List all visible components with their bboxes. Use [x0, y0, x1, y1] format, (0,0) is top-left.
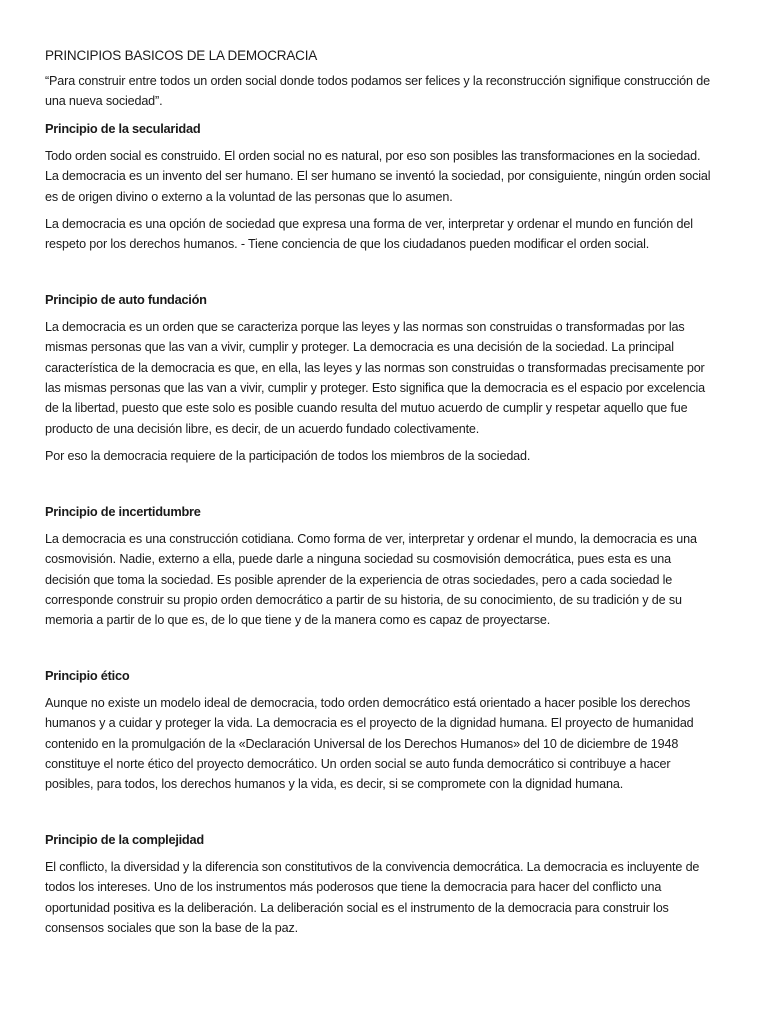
document-title: PRINCIPIOS BASICOS DE LA DEMOCRACIA: [45, 48, 318, 63]
section-complejidad: [45, 830, 716, 939]
section-secularidad: [45, 119, 716, 255]
section-heading: Principio de incertidumbre: [45, 503, 201, 519]
section-paragraph: La democracia es un orden que se caracteriza porque las leyes y las normas son construidas o transformadas por las mismas personas que las van a vivir, cumplir y proteger. La democracia es una decisión de la sociedad. La principal característica de la democracia es que, en ella, las leyes y las normas son construidas o transformadas precisamente por las mismas personas que las van a vivir, cumplir y proteger. Esto significa que la democracia es el espacio por excelencia de la libertad, puesto que este solo es posible cuando resulta del mutuo acuerdo de cumplir y respetar aquello que fue producto de una decisión libre, es decir, de un acuerdo fundado colectivamente.: [45, 319, 705, 436]
section-incertidumbre: [45, 502, 716, 631]
section-auto-fundacion: [45, 290, 716, 467]
section-heading: Principio ético: [45, 667, 130, 683]
section-heading: Principio de la secularidad: [45, 120, 201, 136]
section-heading: Principio de la complejidad: [45, 831, 204, 847]
section-paragraph: Todo orden social es construido. El orden social no es natural, por eso son posibles las transformaciones en la sociedad. La democracia es un invento del ser humano. El ser humano se inventó la sociedad, por consiguiente, ningún orden social es de origen divino o externo a la voluntad de las personas que lo asumen.: [45, 148, 711, 204]
intro-quote: “Para construir entre todos un orden social donde todos podamos ser felices y la reconstrucción signifique construcción de una nueva sociedad”.: [45, 74, 710, 109]
section-paragraph: El conflicto, la diversidad y la diferencia son constitutivos de la convivencia democrática. La democracia es incluyente de todos los intereses. Uno de los instrumentos más poderosos que tiene la democracia para hacer del conflicto una oportunidad positiva es la deliberación. La deliberación social es el instrumento de la democracia para construir los consensos sociales que son la base de la paz.: [45, 859, 700, 935]
section-paragraph: La democracia es una opción de sociedad que expresa una forma de ver, interpretar y ordenar el mundo en función del respeto por los derechos humanos. - Tiene conciencia de que los ciudadanos pueden modificar el orden social.: [45, 217, 693, 252]
section-etico: [45, 666, 716, 795]
section-paragraph: Por eso la democracia requiere de la participación de todos los miembros de la sociedad.: [45, 449, 531, 464]
section-heading: Principio de auto fundación: [45, 291, 207, 307]
section-paragraph: La democracia es una construcción cotidiana. Como forma de ver, interpretar y ordenar el mundo, la democracia es una cosmovisión. Nadie, externo a ella, puede darle a ninguna sociedad su cosmovisión democrática, pues esta es una decisión que toma la sociedad. Es posible aprender de la experiencia de otras sociedades, pero a cada sociedad le corresponde construir su propio orden democrático a partir de su historia, de su conocimiento, de su tradición y de su memoria a partir de lo que es, de lo que tiene y de la manera como es capaz de proyectarse.: [45, 531, 697, 628]
section-paragraph: Aunque no existe un modelo ideal de democracia, todo orden democrático está orientado a hacer posible los derechos humanos y a cuidar y proteger la vida. La democracia es el proyecto de la dignidad humana. El proyecto de humanidad contenido en la promulgación de la «Declaración Universal de los Derechos Humanos» del 10 de diciembre de 1948 constituye el norte ético del proyecto democrático. Un orden social se auto funda democrático si contribuye a hacer posibles, para todos, los derechos humanos y la vida, es decir, si se compromete con la dignidad humana.: [45, 695, 694, 792]
